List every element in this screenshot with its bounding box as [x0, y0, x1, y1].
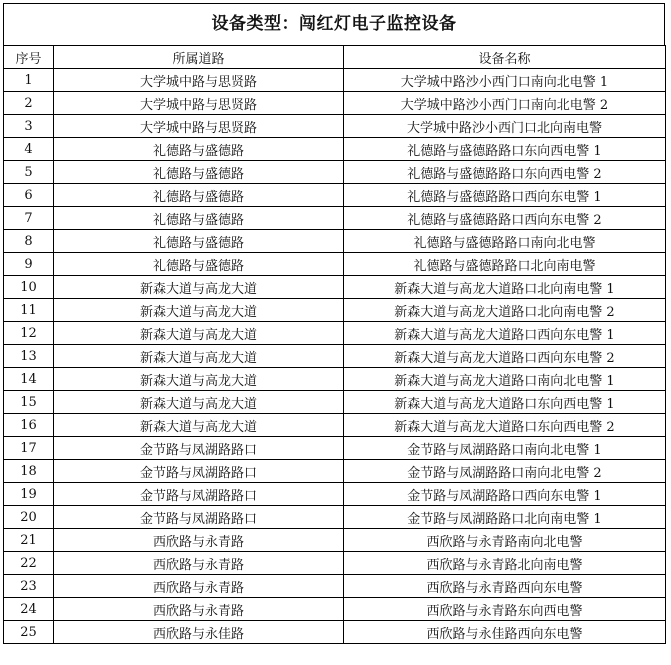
cell-index: 5: [4, 161, 54, 184]
cell-index: 20: [4, 506, 54, 529]
cell-road: 新森大道与高龙大道: [54, 391, 344, 414]
cell-device-name: 金节路与凤湖路路口南向北电警 1: [344, 437, 666, 460]
cell-device-name: 新森大道与高龙大道路口北向南电警 2: [344, 299, 666, 322]
cell-index: 6: [4, 184, 54, 207]
cell-index: 3: [4, 115, 54, 138]
cell-road: 金节路与凤湖路路口: [54, 483, 344, 506]
cell-device-name: 金节路与凤湖路路口西向东电警 1: [344, 483, 666, 506]
cell-device-name: 金节路与凤湖路路口南向北电警 2: [344, 460, 666, 483]
cell-road: 大学城中路与思贤路: [54, 92, 344, 115]
cell-index: 12: [4, 322, 54, 345]
table-row: [4, 345, 666, 368]
cell-index: 10: [4, 276, 54, 299]
cell-road: 新森大道与高龙大道: [54, 345, 344, 368]
table-row: [4, 184, 666, 207]
cell-index: 1: [4, 69, 54, 92]
cell-device-name: 大学城中路沙小西门口南向北电警 1: [344, 69, 666, 92]
table-row: [4, 460, 666, 483]
cell-road: 新森大道与高龙大道: [54, 414, 344, 437]
cell-device-name: 礼德路与盛德路路口西向东电警 2: [344, 207, 666, 230]
table-row: [4, 207, 666, 230]
table-row: [4, 276, 666, 299]
cell-index: 19: [4, 483, 54, 506]
cell-road: 金节路与凤湖路路口: [54, 506, 344, 529]
column-header-index: 序号: [4, 46, 54, 69]
cell-road: 礼德路与盛德路: [54, 207, 344, 230]
column-header-device-name: 设备名称: [344, 46, 666, 69]
device-table: [3, 45, 666, 644]
column-header-road: 所属道路: [54, 46, 344, 69]
cell-road: 西欣路与永佳路: [54, 621, 344, 644]
cell-road: 大学城中路与思贤路: [54, 69, 344, 92]
cell-index: 22: [4, 552, 54, 575]
cell-index: 11: [4, 299, 54, 322]
cell-index: 24: [4, 598, 54, 621]
table-row: [4, 621, 666, 644]
table-row: [4, 552, 666, 575]
table-row: [4, 299, 666, 322]
cell-road: 新森大道与高龙大道: [54, 368, 344, 391]
cell-device-name: 金节路与凤湖路路口北向南电警 1: [344, 506, 666, 529]
cell-road: 礼德路与盛德路: [54, 230, 344, 253]
header-row: [4, 46, 666, 69]
table-row: [4, 391, 666, 414]
cell-index: 2: [4, 92, 54, 115]
table-row: [4, 483, 666, 506]
table-row: [4, 529, 666, 552]
cell-road: 西欣路与永青路: [54, 598, 344, 621]
table-row: [4, 230, 666, 253]
cell-device-name: 新森大道与高龙大道路口南向北电警 1: [344, 368, 666, 391]
table-row: [4, 437, 666, 460]
cell-index: 17: [4, 437, 54, 460]
table-row: [4, 506, 666, 529]
table-row: [4, 368, 666, 391]
cell-device-name: 礼德路与盛德路路口南向北电警: [344, 230, 666, 253]
cell-index: 21: [4, 529, 54, 552]
cell-index: 9: [4, 253, 54, 276]
table-row: [4, 598, 666, 621]
cell-road: 礼德路与盛德路: [54, 253, 344, 276]
cell-device-name: 礼德路与盛德路路口西向东电警 1: [344, 184, 666, 207]
cell-device-name: 礼德路与盛德路路口东向西电警 2: [344, 161, 666, 184]
cell-device-name: 西欣路与永青路南向北电警: [344, 529, 666, 552]
cell-device-name: 新森大道与高龙大道路口西向东电警 2: [344, 345, 666, 368]
table-title: 设备类型：闯红灯电子监控设备: [3, 3, 665, 45]
cell-device-name: 西欣路与永佳路西向东电警: [344, 621, 666, 644]
cell-index: 18: [4, 460, 54, 483]
cell-road: 新森大道与高龙大道: [54, 299, 344, 322]
cell-road: 金节路与凤湖路路口: [54, 460, 344, 483]
cell-road: 礼德路与盛德路: [54, 138, 344, 161]
cell-index: 25: [4, 621, 54, 644]
cell-index: 8: [4, 230, 54, 253]
cell-device-name: 西欣路与永青路西向东电警: [344, 575, 666, 598]
cell-index: 16: [4, 414, 54, 437]
cell-device-name: 礼德路与盛德路路口东向西电警 1: [344, 138, 666, 161]
table-row: [4, 414, 666, 437]
table-row: [4, 69, 666, 92]
cell-device-name: 大学城中路沙小西门口北向南电警: [344, 115, 666, 138]
cell-index: 15: [4, 391, 54, 414]
device-table-sheet: [3, 3, 665, 644]
cell-road: 西欣路与永青路: [54, 529, 344, 552]
cell-device-name: 西欣路与永青路北向南电警: [344, 552, 666, 575]
table-row: [4, 253, 666, 276]
cell-road: 新森大道与高龙大道: [54, 276, 344, 299]
cell-road: 金节路与凤湖路路口: [54, 437, 344, 460]
cell-index: 13: [4, 345, 54, 368]
cell-road: 礼德路与盛德路: [54, 184, 344, 207]
cell-road: 新森大道与高龙大道: [54, 322, 344, 345]
cell-device-name: 大学城中路沙小西门口南向北电警 2: [344, 92, 666, 115]
cell-device-name: 礼德路与盛德路路口北向南电警: [344, 253, 666, 276]
cell-road: 礼德路与盛德路: [54, 161, 344, 184]
cell-index: 14: [4, 368, 54, 391]
table-row: [4, 322, 666, 345]
cell-device-name: 新森大道与高龙大道路口西向东电警 1: [344, 322, 666, 345]
cell-index: 4: [4, 138, 54, 161]
cell-index: 7: [4, 207, 54, 230]
cell-road: 大学城中路与思贤路: [54, 115, 344, 138]
cell-device-name: 西欣路与永青路东向西电警: [344, 598, 666, 621]
table-row: [4, 115, 666, 138]
cell-device-name: 新森大道与高龙大道路口东向西电警 2: [344, 414, 666, 437]
table-row: [4, 92, 666, 115]
cell-index: 23: [4, 575, 54, 598]
cell-road: 西欣路与永青路: [54, 575, 344, 598]
table-row: [4, 138, 666, 161]
cell-device-name: 新森大道与高龙大道路口北向南电警 1: [344, 276, 666, 299]
table-row: [4, 575, 666, 598]
cell-device-name: 新森大道与高龙大道路口东向西电警 1: [344, 391, 666, 414]
cell-road: 西欣路与永青路: [54, 552, 344, 575]
table-row: [4, 161, 666, 184]
